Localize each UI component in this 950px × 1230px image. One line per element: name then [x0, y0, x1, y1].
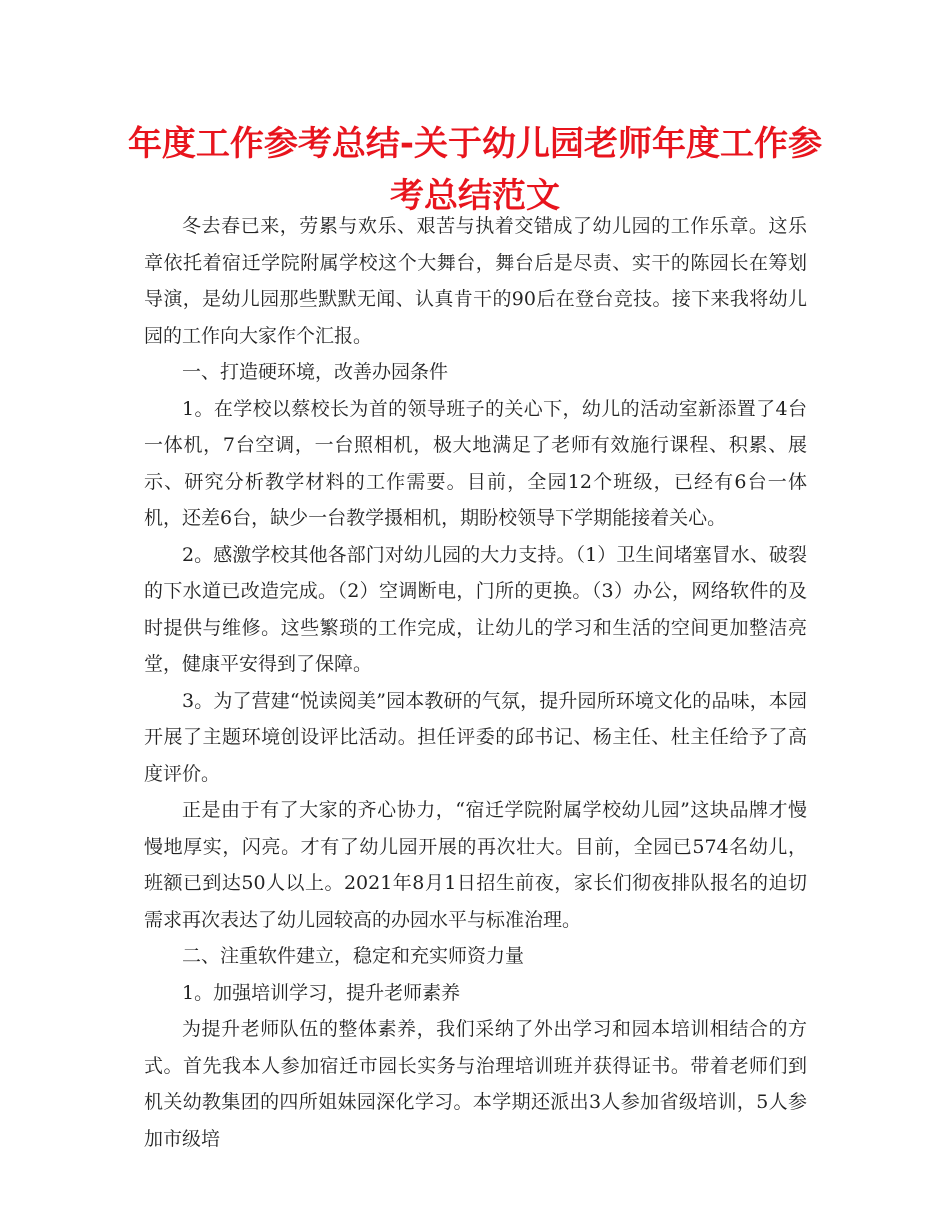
paragraph-item-2: 2。感激学校其他各部门对幼儿园的大力支持。（1）卫生间堵塞冒水、破裂的下水道已改造完成。（2）空调断电，门所的更换。（3）办公，网络软件的及时提供与维修。这些繁琐的工作完成，让幼儿的学习和生活的空间更加整洁亮堂，健康平安得到了保障。 [144, 543, 807, 675]
document-body [144, 208, 807, 1157]
section-heading-2: 二、注重软件建立，稳定和充实师资力量 [182, 945, 525, 967]
subheading-training: 1。加强培训学习，提升老师素养 [182, 981, 461, 1004]
section-heading-1: 一、打造硬环境，改善办园条件 [182, 361, 449, 383]
page-title: 年度工作参考总结-关于幼儿园老师年度工作参考总结范文 [127, 124, 823, 216]
paragraph-training: 为提升老师队伍的整体素养，我们采纳了外出学习和园本培训相结合的方式。首先我本人参加宿迁市园长实务与治理培训班并获得证书。带着老师们到机关幼教集团的四所姐妹园深化学习。本学期还派出3人参加省级培训，5人参加市级培 [144, 1018, 807, 1150]
paragraph-intro: 冬去春已来，劳累与欢乐、艰苦与执着交错成了幼儿园的工作乐章。这乐章依托着宿迁学院附属学校这个大舞台，舞台后是尽责、实干的陈园长在筹划导演，是幼儿园那些默默无闻、认真肯干的90后在登台竞技。接下来我将幼儿园的工作向大家作个汇报。 [144, 215, 807, 347]
paragraph-summary: 正是由于有了大家的齐心协力，“宿迁学院附属学校幼儿园”这块品牌才慢慢地厚实，闪亮。才有了幼儿园开展的再次壮大。目前，全园已574名幼儿，班额已到达50人以上。2021年8月1日招生前夜，家长们彻夜排队报名的迫切需求再次表达了幼儿园较高的办园水平与标准治理。 [144, 799, 807, 931]
paragraph-item-3: 3。为了营建“悦读阅美”园本教研的气氛，提升园所环境文化的品味，本园开展了主题环境创设评比活动。担任评委的邱书记、杨主任、杜主任给予了高度评价。 [144, 689, 807, 785]
paragraph-item-1: 1。在学校以蔡校长为首的领导班子的关心下，幼儿的活动室新添置了4台一体机，7台空调，一台照相机，极大地满足了老师有效施行课程、积累、展示、研究分析教学材料的工作需要。目前，全园12个班级，已经有6台一体机，还差6台，缺少一台教学摄相机，期盼校领导下学期能接着关心。 [144, 397, 807, 529]
